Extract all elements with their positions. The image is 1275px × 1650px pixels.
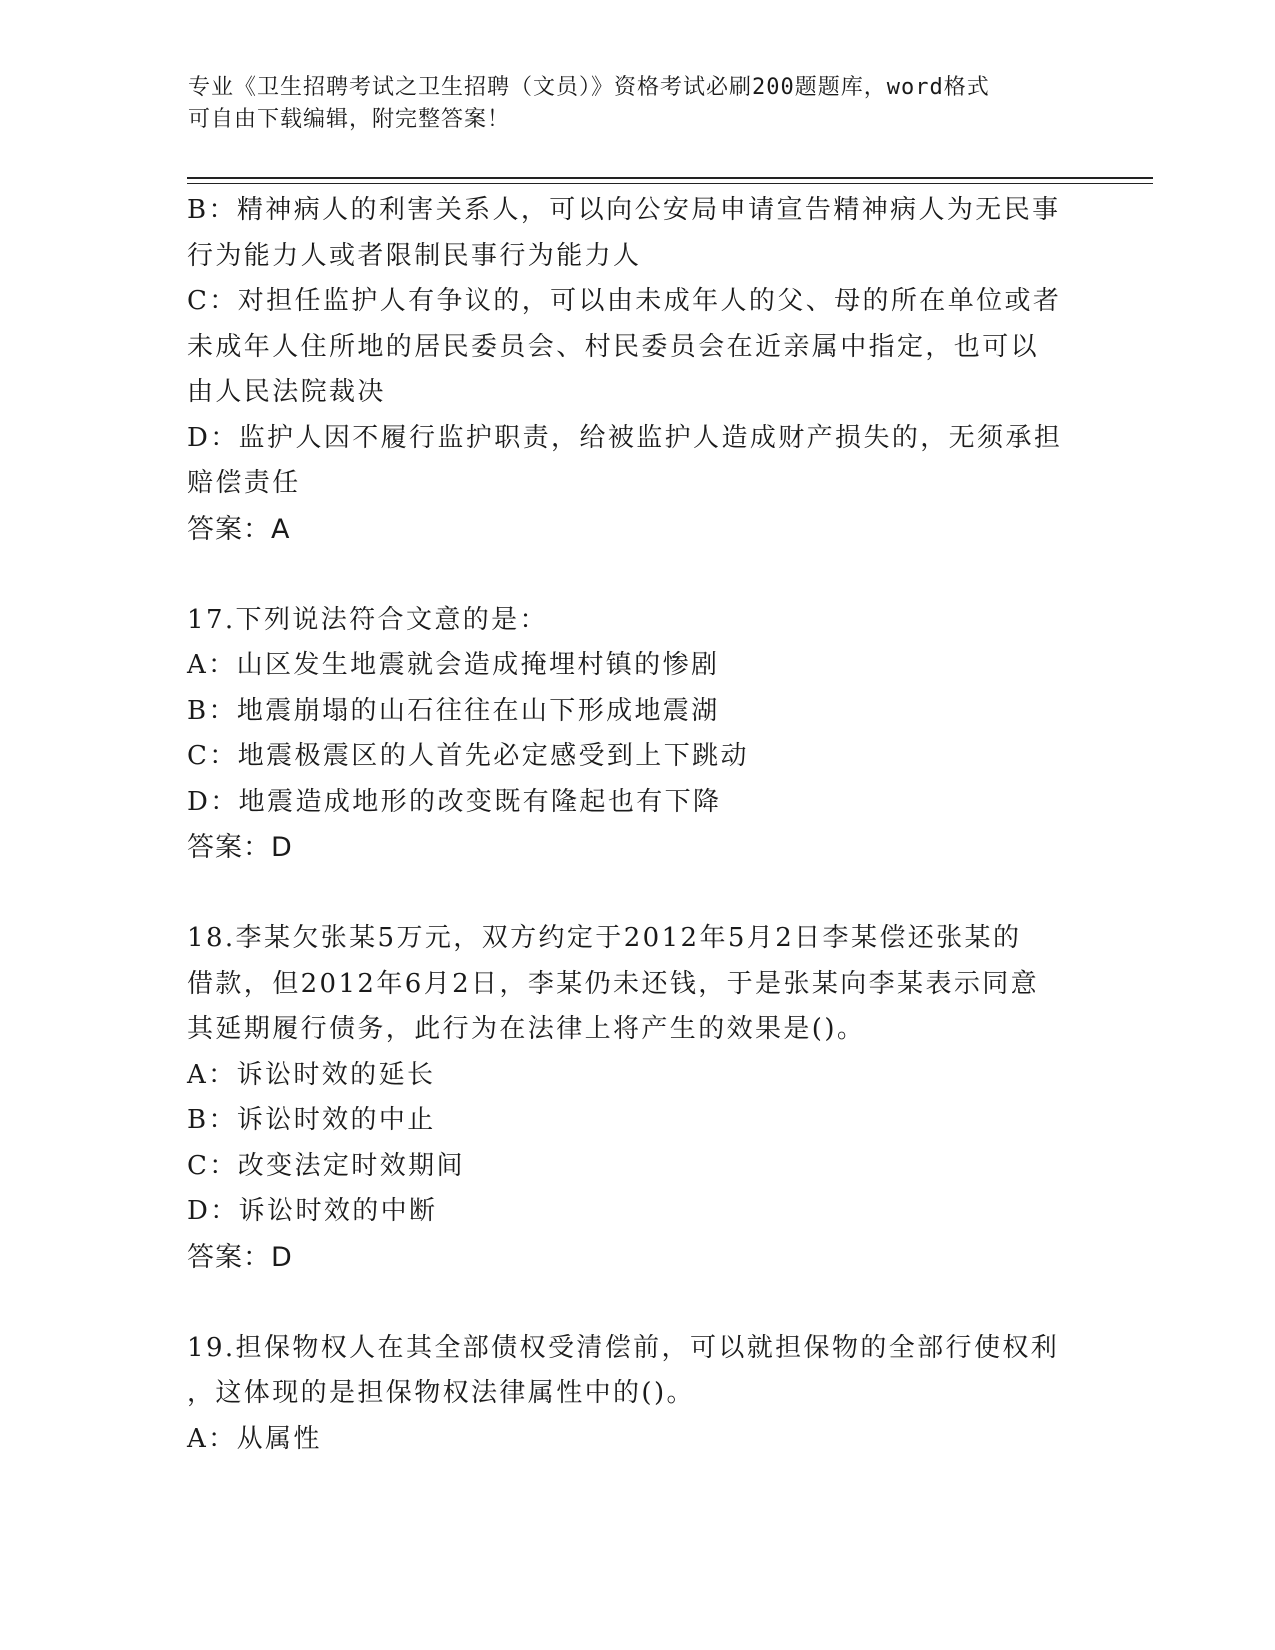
header-title-line-1: 专业《卫生招聘考试之卫生招聘（文员）》资格考试必刷200题题库，word格式 (188, 75, 990, 100)
option-c-line-3: 由人民法院裁决 (187, 377, 386, 407)
option-c: C：改变法定时效期间 (187, 1150, 465, 1181)
option-d: D：地震造成地形的改变既有隆起也有下降 (187, 786, 722, 817)
option-a: A：山区发生地震就会造成掩埋村镇的惨剧 (187, 650, 720, 680)
question-text: 17.下列说法符合文意的是： (187, 604, 548, 635)
answer-label: 答案：A (187, 513, 291, 545)
option-d: D：诉讼时效的中断 (187, 1196, 438, 1226)
option-c-line-2: 未成年人住所地的居民委员会、村民委员会在近亲属中指定，也可以 (187, 331, 1040, 362)
option-a: A：诉讼时效的延长 (187, 1059, 436, 1090)
option-b-line-1: B：精神病人的利害关系人，可以向公安局申请宣告精神病人为无民事 (187, 195, 1061, 225)
question-text-line-3: 其延期履行债务，此行为在法律上将产生的效果是()。 (187, 1014, 866, 1044)
answer-label: 答案：D (187, 832, 293, 863)
answer-label: 答案：D (187, 1241, 293, 1273)
option-a: A：从属性 (187, 1423, 322, 1454)
question-19-block (187, 1326, 1097, 1463)
option-d-line-1: D：监护人因不履行监护职责，给被监护人造成财产损失的，无须承担 (187, 422, 1063, 453)
header-divider-thin (187, 183, 1153, 184)
option-b: B：诉讼时效的中止 (187, 1105, 436, 1135)
page-header (188, 72, 1088, 136)
option-c-line-1: C：对担任监护人有争议的，可以由未成年人的父、母的所在单位或者 (187, 286, 1062, 316)
spacer (187, 552, 1097, 598)
question-18-block (187, 916, 1097, 1280)
header-title-line-2: 可自由下载编辑，附完整答案！ (188, 107, 511, 132)
spacer (187, 1280, 1097, 1326)
question-text-line-1: 18.李某欠张某5万元，双方约定于2012年5月2日李某偿还张某的 (187, 923, 1022, 953)
option-b: B：地震崩塌的山石往往在山下形成地震湖 (187, 695, 720, 726)
spacer (187, 871, 1097, 917)
question-text-line-2: 借款，但2012年6月2日，李某仍未还钱，于是张某向李某表示同意 (187, 968, 1040, 999)
header-divider-thick (187, 177, 1153, 179)
question-17-block (187, 598, 1097, 871)
option-b-line-2: 行为能力人或者限制民事行为能力人 (187, 240, 642, 271)
question-content (187, 188, 1097, 1462)
option-c: C：地震极震区的人首先必定感受到上下跳动 (187, 741, 749, 771)
question-text-line-2: ，这体现的是担保物权法律属性中的()。 (187, 1378, 695, 1408)
option-d-line-2: 赔偿责任 (187, 468, 301, 498)
question-text-line-1: 19.担保物权人在其全部债权受清偿前，可以就担保物的全部行使权利 (187, 1332, 1060, 1363)
question-16-block (187, 188, 1097, 552)
